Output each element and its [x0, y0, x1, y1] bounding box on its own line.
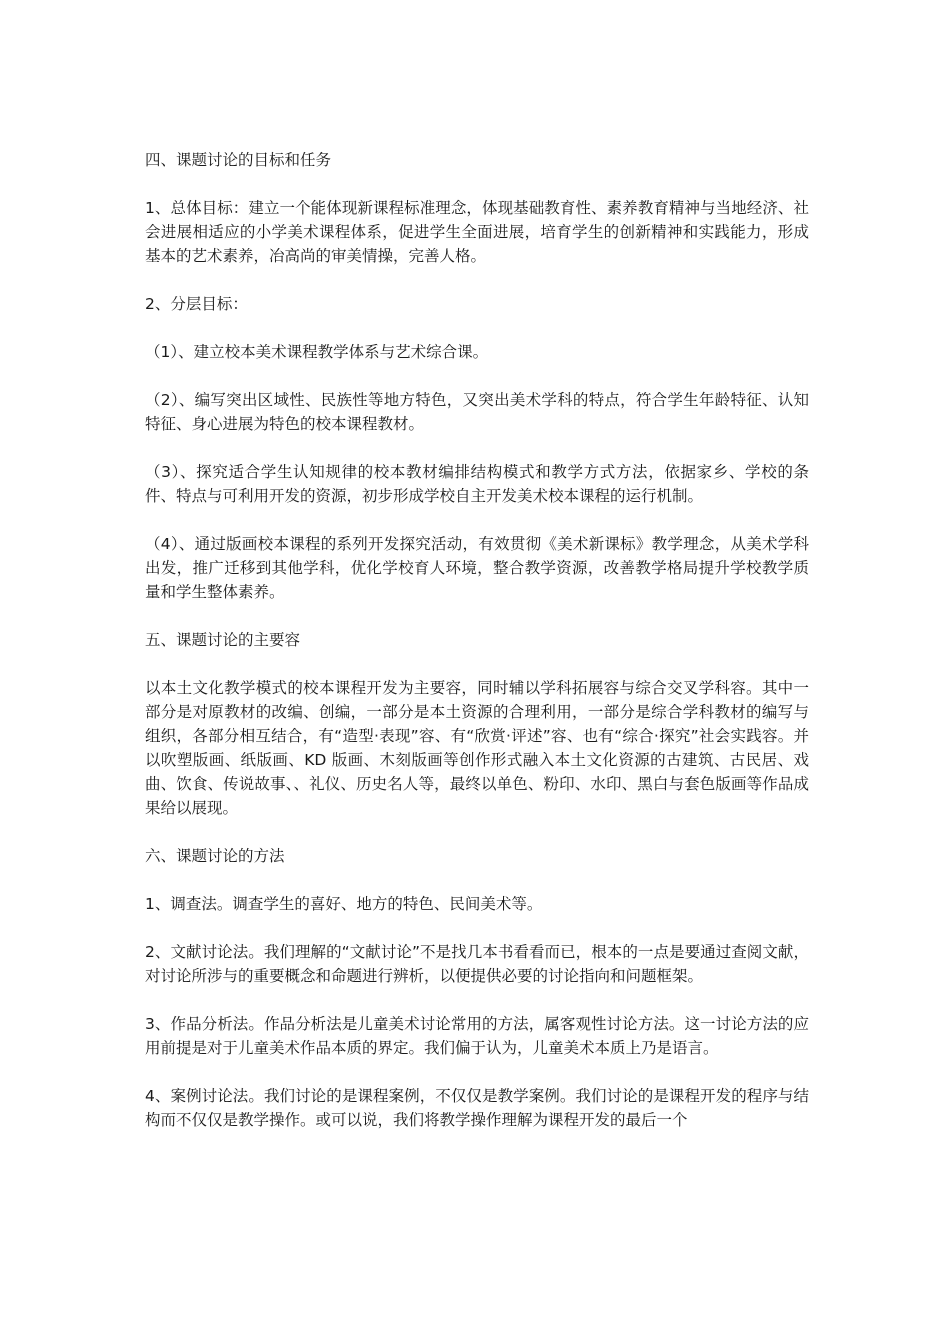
layered-goal-item-3: （3）、探究适合学生认知规律的校本教材编排结构模式和教学方式方法，依据家乡、学校的条件、特点与可利用开发的资源，初步形成学校自主开发美术校本课程的运行机制。 [145, 463, 809, 505]
overall-goal-paragraph: 1、总体目标：建立一个能体现新课程标准理念，体现基础教育性、素养教育精神与当地经济、社会进展相适应的小学美术课程体系，促进学生全面进展，培育学生的创新精神和实践能力，形成基本的艺术素养，冶高尚的审美情操，完善人格。 [145, 199, 809, 265]
method-2-paragraph: 2、文献讨论法。我们理解的“文献讨论”不是找几本书看看而已，根本的一点是要通过查阅文献，对讨论所涉与的重要概念和命题进行辨析，以便提供必要的讨论指向和问题框架。 [145, 943, 809, 985]
layered-goal-paragraph: 2、分层目标： [145, 295, 248, 313]
layered-goal-item-4: （4）、通过版画校本课程的系列开发探究活动，有效贯彻《美术新课标》教学理念，从美术学科出发，推广迁移到其他学科，优化学校育人环境，整合教学资源，改善教学格局提升学校教学质量和学生整体素养。 [145, 535, 809, 601]
section-heading-6: 六、课题讨论的方法 [145, 847, 285, 865]
method-4-paragraph: 4、案例讨论法。我们讨论的是课程案例，不仅仅是教学案例。我们讨论的是课程开发的程序与结构而不仅仅是教学操作。或可以说，我们将教学操作理解为课程开发的最后一个 [145, 1087, 809, 1129]
section-heading-5: 五、课题讨论的主要容 [145, 631, 301, 649]
main-content-paragraph: 以本土文化教学模式的校本课程开发为主要容，同时辅以学科拓展容与综合交叉学科容。其中一部分是对原教材的改编、创编，一部分是本土资源的合理利用，一部分是综合学科教材的编写与组织，各部分相互结合，有“造型·表现”容、有“欣赏·评述”容、也有“综合·探究”社会实践容。并以吹塑版画、纸版画、KD 版画、木刻版画等创作形式融入本土文化资源的古建筑、古民居、戏曲、饮食、传说故事、、礼仪、历史名人等，最终以单色、粉印、水印、黑白与套色版画等作品成果给以展现。 [145, 679, 809, 817]
method-3-paragraph: 3、作品分析法。作品分析法是儿童美术讨论常用的方法，属客观性讨论方法。这一讨论方法的应用前提是对于儿童美术作品本质的界定。我们偏于认为，儿童美术本质上乃是语言。 [145, 1015, 809, 1057]
layered-goal-item-1: （1）、建立校本美术课程教学体系与艺术综合课。 [145, 343, 489, 361]
section-heading-4: 四、课题讨论的目标和任务 [145, 151, 332, 169]
layered-goal-item-2: （2）、编写突出区域性、民族性等地方特色，又突出美术学科的特点，符合学生年龄特征、认知特征、身心进展为特色的校本课程教材。 [145, 391, 809, 433]
method-1-paragraph: 1、调查法。调查学生的喜好、地方的特色、民间美术等。 [145, 895, 543, 913]
document-page [145, 148, 809, 1156]
